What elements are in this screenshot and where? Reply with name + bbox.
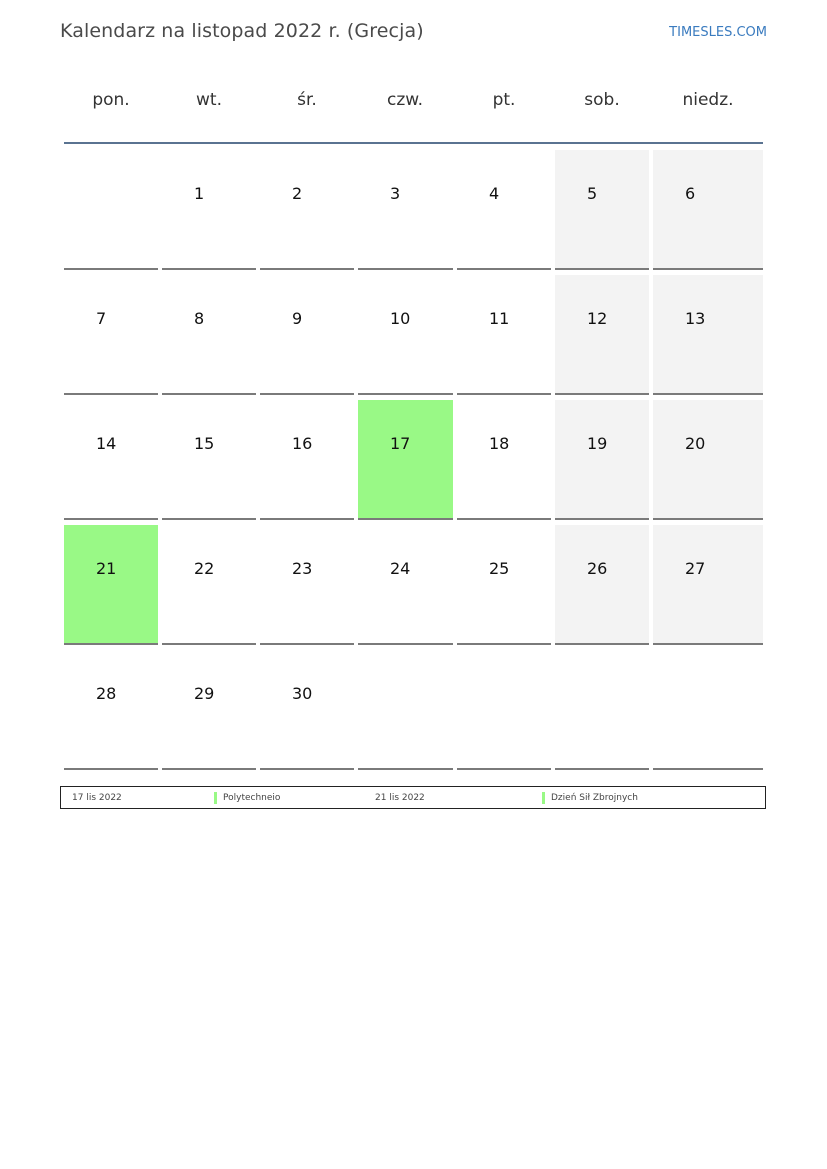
day-underline — [358, 768, 453, 770]
page-title: Kalendarz na listopad 2022 r. (Grecja) — [60, 20, 424, 42]
day-underline — [260, 393, 354, 395]
day-number: 15 — [194, 434, 215, 453]
day-underline — [162, 518, 256, 520]
day-cell — [260, 400, 354, 520]
day-number: 5 — [587, 184, 598, 203]
day-underline — [555, 643, 649, 645]
day-number: 17 — [390, 434, 411, 453]
day-number: 22 — [194, 559, 215, 578]
day-number: 14 — [96, 434, 117, 453]
day-underline — [358, 268, 453, 270]
day-number: 13 — [685, 309, 706, 328]
day-number: 18 — [489, 434, 510, 453]
day-cell — [64, 275, 158, 395]
day-underline — [358, 643, 453, 645]
day-underline — [64, 643, 158, 645]
day-underline — [358, 393, 453, 395]
brand-link[interactable]: TIMESLES.COM — [669, 25, 767, 40]
day-underline — [457, 393, 551, 395]
weekday-mon: pon. — [92, 90, 130, 110]
holiday-legend — [60, 786, 766, 809]
day-cell — [555, 150, 649, 270]
day-number: 3 — [390, 184, 401, 203]
day-cell — [457, 150, 551, 270]
day-underline — [162, 643, 256, 645]
day-underline — [653, 518, 763, 520]
day-cell — [260, 275, 354, 395]
day-cell — [653, 400, 763, 520]
day-cell — [555, 400, 649, 520]
day-cell — [162, 400, 256, 520]
day-number: 30 — [292, 684, 313, 703]
day-cell — [457, 275, 551, 395]
day-number: 23 — [292, 559, 313, 578]
legend-holiday-2: Dzień Sił Zbrojnych — [551, 793, 638, 803]
day-cell — [653, 150, 763, 270]
day-cell — [64, 650, 158, 770]
day-underline — [260, 268, 354, 270]
day-cell — [555, 275, 649, 395]
day-number: 2 — [292, 184, 303, 203]
header-divider — [64, 142, 763, 144]
legend-date-2: 21 lis 2022 — [375, 793, 425, 803]
day-underline — [162, 268, 256, 270]
weekday-wed: śr. — [297, 90, 317, 110]
day-underline — [260, 643, 354, 645]
day-underline — [162, 393, 256, 395]
day-number: 19 — [587, 434, 608, 453]
day-cell — [162, 650, 256, 770]
day-underline — [260, 518, 354, 520]
weekday-thu: czw. — [386, 90, 424, 110]
day-number: 11 — [489, 309, 510, 328]
day-underline — [64, 518, 158, 520]
day-cell — [64, 150, 158, 270]
day-cell — [358, 525, 453, 645]
day-underline — [457, 268, 551, 270]
day-cell — [162, 275, 256, 395]
day-underline — [457, 643, 551, 645]
weekday-header-row — [64, 90, 763, 120]
day-number: 29 — [194, 684, 215, 703]
day-number: 20 — [685, 434, 706, 453]
day-number: 4 — [489, 184, 500, 203]
day-underline — [162, 768, 256, 770]
weekday-tue: wt. — [196, 90, 222, 110]
day-cell — [260, 525, 354, 645]
day-cell — [358, 150, 453, 270]
day-underline — [260, 768, 354, 770]
day-cell — [457, 400, 551, 520]
day-underline — [358, 518, 453, 520]
day-cell — [358, 275, 453, 395]
day-number: 28 — [96, 684, 117, 703]
day-underline — [457, 768, 551, 770]
day-underline — [653, 268, 763, 270]
day-number: 27 — [685, 559, 706, 578]
day-cell — [555, 650, 649, 770]
day-number: 24 — [390, 559, 411, 578]
day-cell — [162, 150, 256, 270]
day-underline — [64, 393, 158, 395]
day-cell — [457, 525, 551, 645]
day-cell — [260, 150, 354, 270]
day-cell — [653, 275, 763, 395]
day-cell — [457, 650, 551, 770]
day-number: 1 — [194, 184, 205, 203]
day-cell — [555, 525, 649, 645]
day-underline — [653, 393, 763, 395]
legend-date-1: 17 lis 2022 — [72, 793, 122, 803]
day-cell — [358, 650, 453, 770]
day-underline — [653, 768, 763, 770]
day-cell — [162, 525, 256, 645]
day-underline — [64, 268, 158, 270]
day-number: 6 — [685, 184, 696, 203]
day-underline — [457, 518, 551, 520]
weekday-fri: pt. — [492, 90, 516, 110]
day-underline — [555, 268, 649, 270]
day-underline — [555, 768, 649, 770]
weekday-sat: sob. — [584, 90, 620, 110]
day-number: 26 — [587, 559, 608, 578]
day-number: 16 — [292, 434, 313, 453]
day-number: 21 — [96, 559, 117, 578]
weekday-sun: niedz. — [682, 90, 734, 110]
day-number: 12 — [587, 309, 608, 328]
day-number: 8 — [194, 309, 205, 328]
day-cell — [653, 525, 763, 645]
day-cell — [260, 650, 354, 770]
day-number: 10 — [390, 309, 411, 328]
day-number: 7 — [96, 309, 107, 328]
legend-color-mark-1 — [214, 792, 217, 804]
day-cell — [64, 525, 158, 645]
legend-holiday-1: Polytechneio — [223, 793, 281, 803]
day-cell — [64, 400, 158, 520]
day-number: 25 — [489, 559, 510, 578]
day-cell — [653, 650, 763, 770]
day-underline — [64, 768, 158, 770]
day-number: 9 — [292, 309, 303, 328]
day-underline — [653, 643, 763, 645]
legend-color-mark-2 — [542, 792, 545, 804]
day-cell — [358, 400, 453, 520]
day-underline — [555, 393, 649, 395]
day-underline — [555, 518, 649, 520]
